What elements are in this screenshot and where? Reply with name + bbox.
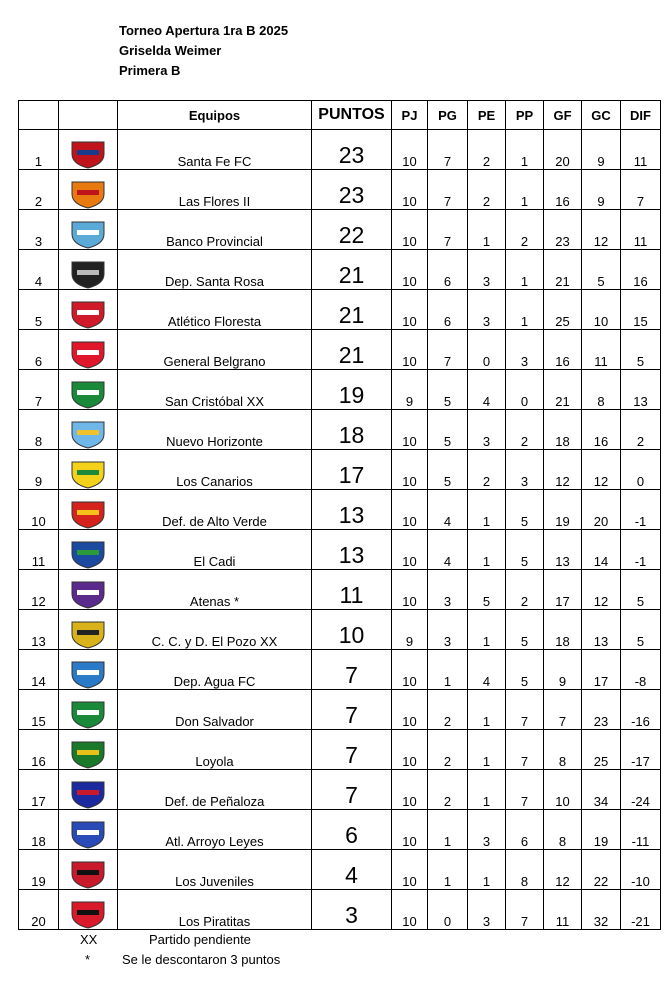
pg-cell: 2 [428, 730, 468, 770]
pj-cell: 10 [392, 170, 428, 210]
team-name-cell: Los Juveniles [118, 850, 312, 890]
gf-cell: 13 [544, 530, 582, 570]
table-row [19, 570, 661, 610]
gf-cell: 23 [544, 210, 582, 250]
header-row [19, 101, 661, 130]
pj-cell: 10 [392, 490, 428, 530]
pp-cell: 2 [506, 410, 544, 450]
team-logo-cell [59, 570, 118, 610]
team-logo-cell [59, 290, 118, 330]
pe-cell: 1 [468, 210, 506, 250]
team-crest-icon [64, 139, 112, 169]
dif-cell: 2 [621, 410, 661, 450]
pe-cell: 2 [468, 450, 506, 490]
team-name-cell: San Cristóbal XX [118, 370, 312, 410]
column-header-pe: PE [468, 101, 506, 130]
team-name-cell: C. C. y D. El Pozo XX [118, 610, 312, 650]
gc-cell: 14 [582, 530, 621, 570]
gf-cell: 10 [544, 770, 582, 810]
points-cell: 13 [312, 490, 392, 530]
column-header-gf: GF [544, 101, 582, 130]
team-name-cell: Las Flores II [118, 170, 312, 210]
team-logo-cell [59, 890, 118, 930]
team-name-cell: Atlético Floresta [118, 290, 312, 330]
gc-cell: 11 [582, 330, 621, 370]
table-row [19, 370, 661, 410]
pp-cell: 7 [506, 890, 544, 930]
pg-cell: 1 [428, 650, 468, 690]
pg-cell: 1 [428, 850, 468, 890]
pg-cell: 5 [428, 410, 468, 450]
gc-cell: 23 [582, 690, 621, 730]
dif-cell: 5 [621, 610, 661, 650]
team-name-cell: Santa Fe FC [118, 130, 312, 170]
gf-cell: 8 [544, 810, 582, 850]
team-crest-icon [64, 899, 112, 929]
pp-cell: 5 [506, 490, 544, 530]
gc-cell: 16 [582, 410, 621, 450]
header-blank-cell [19, 101, 59, 130]
position-cell: 17 [19, 770, 59, 810]
team-logo-cell [59, 490, 118, 530]
team-logo-cell [59, 770, 118, 810]
dif-cell: 11 [621, 210, 661, 250]
pj-cell: 10 [392, 850, 428, 890]
team-crest-icon [64, 419, 112, 449]
pp-cell: 3 [506, 330, 544, 370]
team-crest-icon [64, 179, 112, 209]
column-header-pj: PJ [392, 101, 428, 130]
team-name-cell: Def. de Alto Verde [118, 490, 312, 530]
team-crest-icon [64, 259, 112, 289]
header-logo-cell [59, 101, 118, 130]
gf-cell: 18 [544, 610, 582, 650]
pp-cell: 0 [506, 370, 544, 410]
pg-cell: 1 [428, 810, 468, 850]
position-cell: 18 [19, 810, 59, 850]
gf-cell: 18 [544, 410, 582, 450]
pp-cell: 1 [506, 170, 544, 210]
gf-cell: 21 [544, 250, 582, 290]
gc-cell: 9 [582, 130, 621, 170]
team-name-cell: Atenas * [118, 570, 312, 610]
pg-cell: 3 [428, 570, 468, 610]
team-crest-icon [64, 539, 112, 569]
pj-cell: 10 [392, 690, 428, 730]
pe-cell: 5 [468, 570, 506, 610]
table-row [19, 490, 661, 530]
gc-cell: 34 [582, 770, 621, 810]
pe-cell: 3 [468, 250, 506, 290]
team-crest-icon [64, 379, 112, 409]
position-cell: 15 [19, 690, 59, 730]
pg-cell: 7 [428, 170, 468, 210]
gc-cell: 17 [582, 650, 621, 690]
table-row [19, 690, 661, 730]
pj-cell: 10 [392, 330, 428, 370]
pp-cell: 2 [506, 210, 544, 250]
team-crest-icon [64, 339, 112, 369]
pj-cell: 10 [392, 450, 428, 490]
pp-cell: 6 [506, 810, 544, 850]
gc-cell: 12 [582, 570, 621, 610]
pp-cell: 3 [506, 450, 544, 490]
team-name-cell: General Belgrano [118, 330, 312, 370]
pg-cell: 3 [428, 610, 468, 650]
column-header-gc: GC [582, 101, 621, 130]
points-cell: 23 [312, 170, 392, 210]
pp-cell: 8 [506, 850, 544, 890]
note-text-pending: Partido pendiente [149, 932, 251, 947]
pp-cell: 1 [506, 250, 544, 290]
team-crest-icon [64, 299, 112, 329]
position-cell: 7 [19, 370, 59, 410]
gf-cell: 8 [544, 730, 582, 770]
team-logo-cell [59, 170, 118, 210]
position-cell: 1 [19, 130, 59, 170]
pe-cell: 1 [468, 530, 506, 570]
dif-cell: -8 [621, 650, 661, 690]
note-symbol-pending: XX [80, 932, 98, 947]
gc-cell: 10 [582, 290, 621, 330]
position-cell: 12 [19, 570, 59, 610]
points-cell: 7 [312, 770, 392, 810]
position-cell: 13 [19, 610, 59, 650]
pp-cell: 2 [506, 570, 544, 610]
table-row [19, 810, 661, 850]
team-name-cell: Atl. Arroyo Leyes [118, 810, 312, 850]
pj-cell: 9 [392, 370, 428, 410]
dif-cell: -1 [621, 530, 661, 570]
gc-cell: 25 [582, 730, 621, 770]
points-cell: 7 [312, 650, 392, 690]
pe-cell: 2 [468, 130, 506, 170]
team-name-cell: El Cadi [118, 530, 312, 570]
points-cell: 4 [312, 850, 392, 890]
pe-cell: 3 [468, 890, 506, 930]
points-cell: 11 [312, 570, 392, 610]
pj-cell: 10 [392, 290, 428, 330]
gf-cell: 20 [544, 130, 582, 170]
pg-cell: 4 [428, 490, 468, 530]
table-row [19, 610, 661, 650]
position-cell: 19 [19, 850, 59, 890]
pj-cell: 10 [392, 210, 428, 250]
pe-cell: 2 [468, 170, 506, 210]
pe-cell: 1 [468, 850, 506, 890]
table-row [19, 890, 661, 930]
points-cell: 6 [312, 810, 392, 850]
gc-cell: 32 [582, 890, 621, 930]
position-cell: 16 [19, 730, 59, 770]
pe-cell: 1 [468, 610, 506, 650]
table-row [19, 530, 661, 570]
standings-table [18, 100, 661, 930]
gf-cell: 11 [544, 890, 582, 930]
gc-cell: 22 [582, 850, 621, 890]
note-symbol-deduction: * [85, 952, 91, 967]
table-row [19, 450, 661, 490]
team-logo-cell [59, 730, 118, 770]
pj-cell: 9 [392, 610, 428, 650]
points-cell: 21 [312, 290, 392, 330]
points-cell: 17 [312, 450, 392, 490]
tournament-title: Torneo Apertura 1ra B 2025 [119, 23, 289, 38]
points-cell: 22 [312, 210, 392, 250]
note-text-deduction: Se le descontaron 3 puntos [122, 952, 281, 967]
team-logo-cell [59, 370, 118, 410]
pg-cell: 2 [428, 770, 468, 810]
team-logo-cell [59, 410, 118, 450]
pg-cell: 7 [428, 330, 468, 370]
position-cell: 6 [19, 330, 59, 370]
pg-cell: 2 [428, 690, 468, 730]
table-row [19, 650, 661, 690]
dif-cell: 5 [621, 330, 661, 370]
table-row [19, 130, 661, 170]
column-header-pg: PG [428, 101, 468, 130]
gc-cell: 12 [582, 450, 621, 490]
pp-cell: 5 [506, 610, 544, 650]
table-row [19, 210, 661, 250]
team-name-cell: Dep. Santa Rosa [118, 250, 312, 290]
team-crest-icon [64, 699, 112, 729]
points-cell: 7 [312, 690, 392, 730]
pe-cell: 1 [468, 490, 506, 530]
pe-cell: 1 [468, 730, 506, 770]
pg-cell: 0 [428, 890, 468, 930]
pj-cell: 10 [392, 410, 428, 450]
pe-cell: 4 [468, 650, 506, 690]
pe-cell: 3 [468, 290, 506, 330]
pj-cell: 10 [392, 770, 428, 810]
pj-cell: 10 [392, 250, 428, 290]
gc-cell: 20 [582, 490, 621, 530]
team-name-cell: Dep. Agua FC [118, 650, 312, 690]
team-name-cell: Nuevo Horizonte [118, 410, 312, 450]
team-logo-cell [59, 650, 118, 690]
team-logo-cell [59, 530, 118, 570]
gc-cell: 12 [582, 210, 621, 250]
organizer-name: Griselda Weimer [119, 43, 222, 58]
team-crest-icon [64, 459, 112, 489]
team-name-cell: Los Canarios [118, 450, 312, 490]
position-cell: 5 [19, 290, 59, 330]
dif-cell: -1 [621, 490, 661, 530]
pp-cell: 5 [506, 650, 544, 690]
table-row [19, 770, 661, 810]
team-name-cell: Def. de Peñaloza [118, 770, 312, 810]
team-crest-icon [64, 739, 112, 769]
gf-cell: 19 [544, 490, 582, 530]
pe-cell: 3 [468, 810, 506, 850]
team-logo-cell [59, 330, 118, 370]
table-row [19, 290, 661, 330]
pe-cell: 3 [468, 410, 506, 450]
team-crest-icon [64, 859, 112, 889]
gf-cell: 16 [544, 170, 582, 210]
position-cell: 10 [19, 490, 59, 530]
team-crest-icon [64, 499, 112, 529]
table-row [19, 170, 661, 210]
division-name: Primera B [119, 63, 181, 78]
gc-cell: 5 [582, 250, 621, 290]
points-cell: 3 [312, 890, 392, 930]
gc-cell: 19 [582, 810, 621, 850]
pe-cell: 4 [468, 370, 506, 410]
pp-cell: 1 [506, 130, 544, 170]
position-cell: 11 [19, 530, 59, 570]
team-crest-icon [64, 779, 112, 809]
dif-cell: -24 [621, 770, 661, 810]
points-cell: 23 [312, 130, 392, 170]
team-logo-cell [59, 690, 118, 730]
pe-cell: 1 [468, 770, 506, 810]
points-cell: 18 [312, 410, 392, 450]
position-cell: 9 [19, 450, 59, 490]
pp-cell: 7 [506, 730, 544, 770]
dif-cell: 5 [621, 570, 661, 610]
team-name-cell: Don Salvador [118, 690, 312, 730]
gc-cell: 8 [582, 370, 621, 410]
pe-cell: 1 [468, 690, 506, 730]
position-cell: 8 [19, 410, 59, 450]
gf-cell: 12 [544, 850, 582, 890]
column-header-equipos: Equipos [118, 101, 312, 130]
dif-cell: -21 [621, 890, 661, 930]
team-logo-cell [59, 610, 118, 650]
position-cell: 3 [19, 210, 59, 250]
gf-cell: 25 [544, 290, 582, 330]
team-crest-icon [64, 659, 112, 689]
gf-cell: 21 [544, 370, 582, 410]
table-row [19, 330, 661, 370]
points-cell: 19 [312, 370, 392, 410]
pj-cell: 10 [392, 730, 428, 770]
gf-cell: 12 [544, 450, 582, 490]
pg-cell: 7 [428, 210, 468, 250]
column-header-pp: PP [506, 101, 544, 130]
position-cell: 20 [19, 890, 59, 930]
team-name-cell: Los Piratitas [118, 890, 312, 930]
pg-cell: 4 [428, 530, 468, 570]
dif-cell: 16 [621, 250, 661, 290]
pj-cell: 10 [392, 130, 428, 170]
dif-cell: -17 [621, 730, 661, 770]
gf-cell: 9 [544, 650, 582, 690]
points-cell: 21 [312, 330, 392, 370]
points-cell: 7 [312, 730, 392, 770]
team-crest-icon [64, 619, 112, 649]
dif-cell: -11 [621, 810, 661, 850]
table-row [19, 850, 661, 890]
points-cell: 10 [312, 610, 392, 650]
team-logo-cell [59, 850, 118, 890]
pg-cell: 7 [428, 130, 468, 170]
pp-cell: 7 [506, 770, 544, 810]
dif-cell: 0 [621, 450, 661, 490]
dif-cell: -10 [621, 850, 661, 890]
pj-cell: 10 [392, 530, 428, 570]
pj-cell: 10 [392, 810, 428, 850]
pp-cell: 7 [506, 690, 544, 730]
pj-cell: 10 [392, 890, 428, 930]
table-row [19, 250, 661, 290]
team-name-cell: Loyola [118, 730, 312, 770]
team-logo-cell [59, 250, 118, 290]
pe-cell: 0 [468, 330, 506, 370]
team-logo-cell [59, 210, 118, 250]
team-logo-cell [59, 810, 118, 850]
team-name-cell: Banco Provincial [118, 210, 312, 250]
column-header-dif: DIF [621, 101, 661, 130]
points-cell: 13 [312, 530, 392, 570]
pg-cell: 6 [428, 290, 468, 330]
table-row [19, 410, 661, 450]
pg-cell: 6 [428, 250, 468, 290]
pp-cell: 5 [506, 530, 544, 570]
column-header-puntos: PUNTOS [312, 101, 392, 130]
position-cell: 2 [19, 170, 59, 210]
dif-cell: -16 [621, 690, 661, 730]
table-row [19, 730, 661, 770]
standings-body [19, 130, 661, 930]
pj-cell: 10 [392, 650, 428, 690]
team-crest-icon [64, 219, 112, 249]
team-logo-cell [59, 130, 118, 170]
team-crest-icon [64, 819, 112, 849]
pp-cell: 1 [506, 290, 544, 330]
pj-cell: 10 [392, 570, 428, 610]
team-crest-icon [64, 579, 112, 609]
dif-cell: 7 [621, 170, 661, 210]
gf-cell: 16 [544, 330, 582, 370]
gc-cell: 9 [582, 170, 621, 210]
gf-cell: 7 [544, 690, 582, 730]
gc-cell: 13 [582, 610, 621, 650]
dif-cell: 15 [621, 290, 661, 330]
points-cell: 21 [312, 250, 392, 290]
pg-cell: 5 [428, 370, 468, 410]
dif-cell: 13 [621, 370, 661, 410]
dif-cell: 11 [621, 130, 661, 170]
pg-cell: 5 [428, 450, 468, 490]
team-logo-cell [59, 450, 118, 490]
position-cell: 4 [19, 250, 59, 290]
gf-cell: 17 [544, 570, 582, 610]
position-cell: 14 [19, 650, 59, 690]
